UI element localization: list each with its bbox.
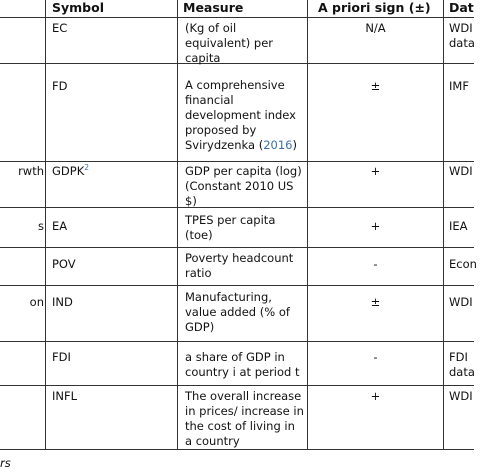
header-source: Dat <box>449 0 474 15</box>
measure-cell <box>185 78 307 153</box>
symbol-cell <box>52 164 89 179</box>
measure-cell: Manufacturing, value added (% of GDP) <box>185 290 290 334</box>
table-bottom-rule <box>0 449 474 450</box>
variable-cell: s <box>38 219 44 233</box>
sign-cell: ± <box>370 295 381 309</box>
symbol-cell: FDI <box>52 350 71 364</box>
symbol-cell: POV <box>52 257 76 271</box>
source-cell: WDI <box>449 389 473 403</box>
sign-cell: - <box>373 350 378 364</box>
measure-cell: GDP per capita (log) (Constant 2010 US $) <box>185 164 302 208</box>
row-rule <box>0 247 474 248</box>
measure-text-tail: ) <box>292 138 297 152</box>
row-rule <box>0 385 474 386</box>
header-sign: A priori sign (±) <box>318 0 431 15</box>
row-rule <box>0 341 474 342</box>
sign-cell: - <box>373 257 378 271</box>
sign-cell: + <box>370 164 381 178</box>
header-symbol: Symbol <box>52 0 104 15</box>
column-rule <box>45 0 46 450</box>
column-rule <box>443 0 444 450</box>
variable-cell: on <box>29 295 44 309</box>
sign-cell: N/A <box>365 21 386 35</box>
sign-cell: + <box>370 219 381 233</box>
header-rule <box>0 17 474 18</box>
measure-cell: (Kg of oil equivalent) per capita <box>185 21 274 65</box>
symbol-cell: IND <box>52 295 73 309</box>
measure-cell: Poverty headcount ratio <box>185 251 294 280</box>
column-rule <box>177 0 178 450</box>
header-measure: Measure <box>183 0 244 15</box>
footnote: rs <box>0 456 11 470</box>
source-cell: Econ <box>449 257 477 271</box>
source-cell: WDI <box>449 295 473 309</box>
source-cell: FDI data <box>449 350 475 379</box>
row-rule <box>0 285 474 286</box>
symbol-cell: EA <box>52 219 68 233</box>
measure-cell: TPES per capita (toe) <box>185 213 276 242</box>
footnote-link[interactable]: 2 <box>84 163 90 173</box>
symbol-cell: EC <box>52 21 68 35</box>
symbol-text: GDPK <box>52 164 85 178</box>
source-cell: IEA <box>449 219 468 233</box>
sign-cell: + <box>370 389 381 403</box>
measure-cell: a share of GDP in country i at period t <box>185 350 300 379</box>
source-cell: WDI data <box>449 21 475 50</box>
symbol-cell: FD <box>52 79 68 93</box>
source-cell: IMF <box>449 79 469 93</box>
measure-text: A comprehensive financial development index proposed by Svirydzenka ( <box>185 78 296 152</box>
symbol-cell: INFL <box>52 389 78 403</box>
row-rule <box>0 161 474 162</box>
measure-cell: The overall increase in prices/ increase in the cost of living in a country <box>185 389 304 448</box>
variable-cell: rwth <box>18 164 44 178</box>
sign-cell: ± <box>370 79 381 93</box>
source-cell: WDI <box>449 164 473 178</box>
citation-link[interactable]: 2016 <box>263 138 293 152</box>
